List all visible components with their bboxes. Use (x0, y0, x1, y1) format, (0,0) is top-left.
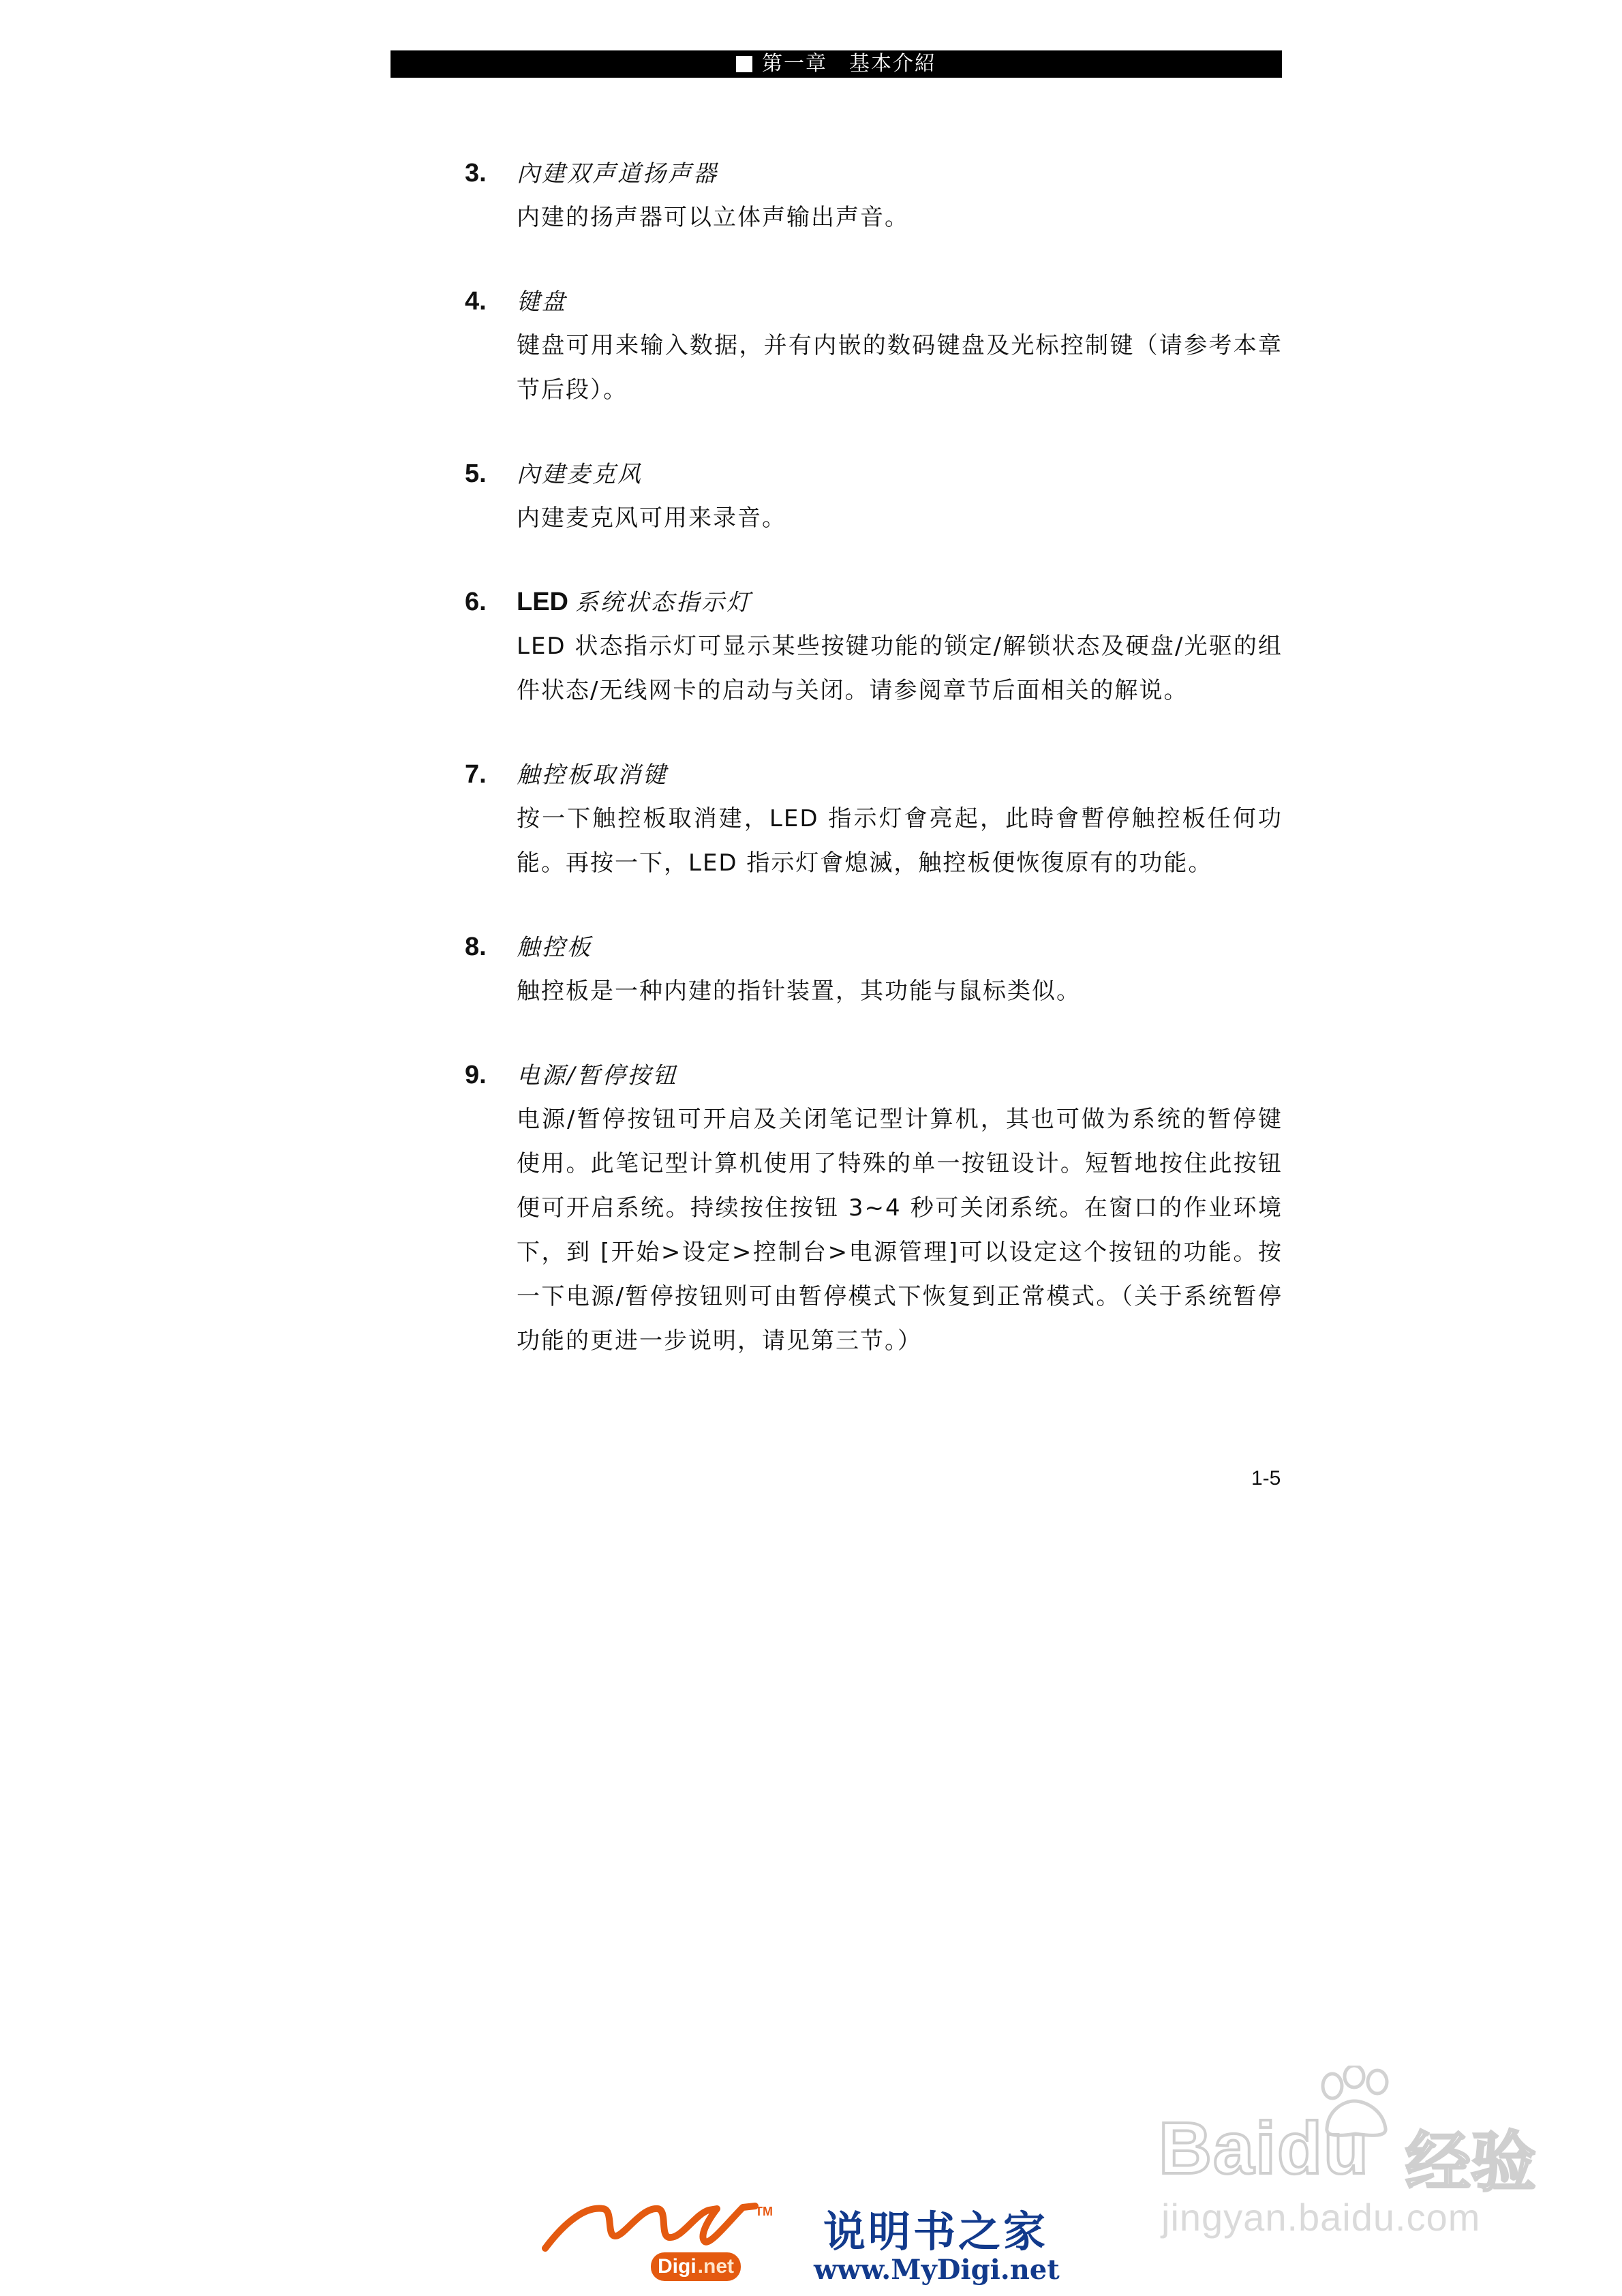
section-heading (465, 456, 1283, 492)
logo-badge-net: .net (697, 2255, 735, 2278)
section-number: 7. (465, 760, 487, 789)
page-content (465, 155, 1283, 1407)
section-title-led: LED (517, 588, 568, 616)
section-title: 触控板取消键 (517, 761, 668, 789)
section-body: 内建麦克风可用来录音。 (517, 504, 786, 532)
section-body: 按一下触控板取消建，LED 指示灯會亮起，此時會暫停触控板任何功能。再按一下，LED 指示灯會熄滅，触控板便恢復原有的功能。 (517, 805, 1283, 877)
section-number: 9. (465, 1061, 487, 1089)
chapter-header-bar (391, 50, 1282, 78)
logo-site-url: www.MyDigi.net (814, 2254, 1060, 2286)
section-body: 内建的扬声器可以立体声输出声音。 (517, 204, 909, 231)
section-heading (465, 284, 1283, 320)
logo-badge (651, 2252, 741, 2281)
section-body: LED 状态指示灯可显示某些按键功能的锁定/解锁状态及硬盘/光驱的组件状态/无线网卡的启动与关闭。请参阅章节后面相关的解说。 (517, 633, 1283, 704)
section-heading (465, 155, 1283, 192)
section-led-indicators (465, 584, 1283, 713)
header-square-icon (736, 56, 752, 72)
section-title: 电源/暂停按钮 (517, 1062, 678, 1089)
section-title: 触控板 (517, 934, 592, 961)
watermark-url: jingyan.baidu.com (1161, 2196, 1481, 2239)
section-power-button (465, 1057, 1283, 1363)
section-number: 6. (465, 588, 487, 616)
section-title: 系统状态指示灯 (575, 589, 752, 616)
section-number: 5. (465, 459, 487, 488)
page-number: 1-5 (1251, 1467, 1281, 1490)
section-body: 键盘可用来输入数据，并有内嵌的数码键盘及光标控制键（请参考本章节后段）。 (517, 332, 1283, 404)
logo-trademark: TM (755, 2205, 773, 2218)
section-title-wrap (517, 584, 752, 620)
section-number: 4. (465, 287, 487, 316)
section-heading (465, 757, 1283, 793)
section-speakers (465, 155, 1283, 240)
section-number: 3. (465, 159, 487, 187)
baidu-watermark (1159, 2066, 1540, 2239)
section-heading (465, 584, 1283, 620)
section-touchpad-lock (465, 757, 1283, 886)
logo-badge-digi: Digi (658, 2255, 697, 2278)
mydigi-swoosh-icon (538, 2194, 763, 2262)
logo-site-name: 说明书之家 (823, 2207, 1049, 2256)
section-number: 8. (465, 933, 487, 961)
section-body: 触控板是一种内建的指针装置，其功能与鼠标类似。 (517, 978, 1081, 1005)
section-title: 键盘 (517, 288, 567, 316)
section-title: 內建双声道扬声器 (517, 160, 718, 187)
mydigi-logo (538, 2194, 1097, 2289)
watermark-brand-cn: 经验 (1405, 2124, 1536, 2201)
section-microphone (465, 456, 1283, 541)
section-keyboard (465, 284, 1283, 412)
section-heading (465, 1057, 1283, 1093)
section-title: 內建麦克风 (517, 461, 643, 488)
watermark-brand: Baidu (1159, 2106, 1371, 2189)
section-touchpad (465, 929, 1283, 1014)
section-body: 电源/暂停按钮可开启及关闭笔记型计算机，其也可做为系统的暂停键使用。此笔记型计算机使用了特殊的单一按钮设计。短暂地按住此按钮便可开启系统。持续按住按钮 3~4 秒可关闭系统。在窗口的作业环境下，到 [开始>设定>控制台>电源管理]可以设定这个按钮的功能。按一下电源/暂停按钮则可由暂停模式下恢复到正常模式。（关于系统暂停功能的更进一步说明，请见第三节。） (517, 1106, 1283, 1355)
section-heading (465, 929, 1283, 965)
chapter-title: 第一章 基本介紹 (762, 52, 936, 76)
